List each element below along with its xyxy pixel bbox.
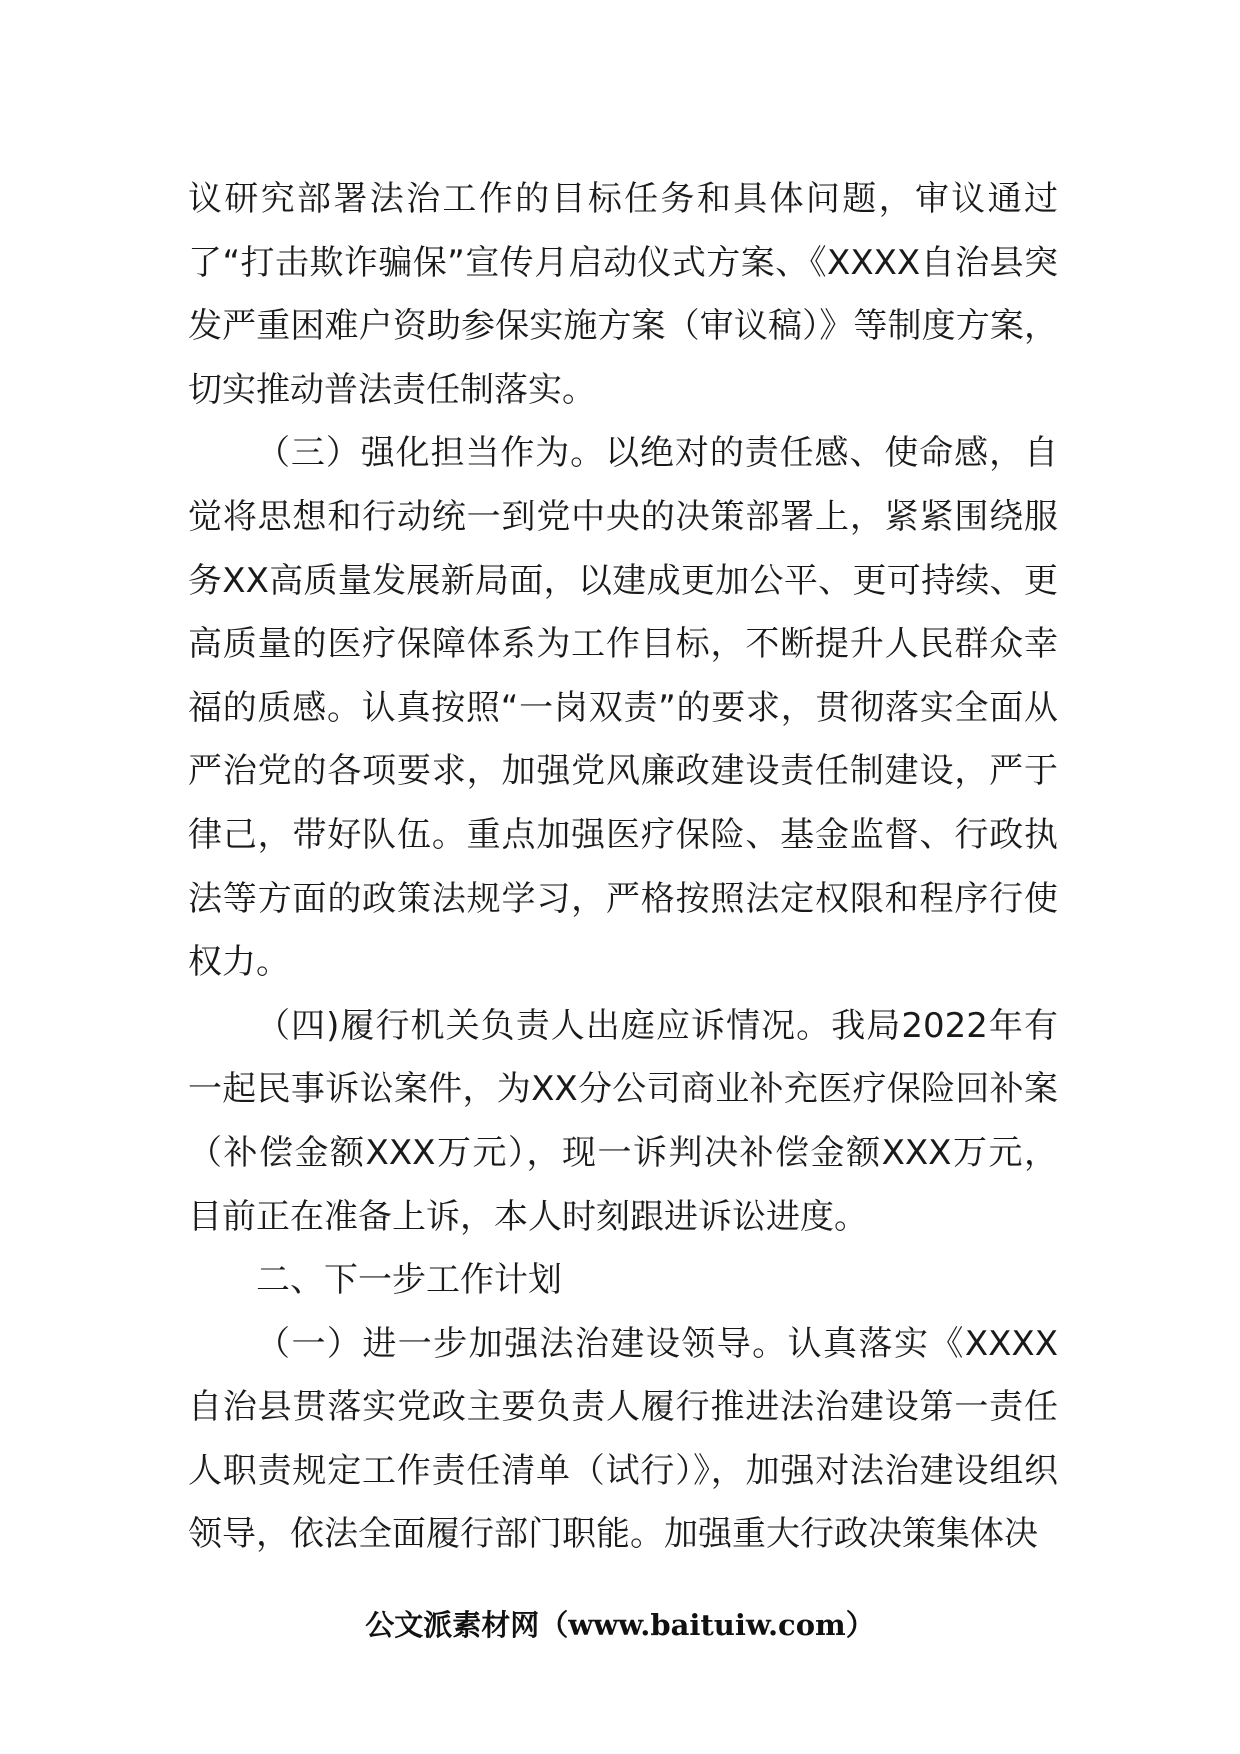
paragraph-section-3: （三）强化担当作为。以绝对的责任感、使命感，自觉将思想和行动统一到党中央的决策部署上，紧紧围绕服务XX高质量发展新局面，以建成更加公平、更可持续、更高质量的医疗保障体系为工作目标，不断提升人民群众幸福的质感。认真按照“一岗双责”的要求，贯彻落实全面从严治党的各项要求，加强党风廉政建设责任制建设，严于律己，带好队伍。重点加强医疗保险、基金监督、行政执法等方面的政策法规学习，严格按照法定权限和程序行使权力。 — [188, 433, 1058, 983]
heading-next-steps: 二、下一步工作计划 — [256, 1260, 562, 1301]
paragraph-plan-1: （一）进一步加强法治建设领导。认真落实《XXXX自治县贯落实党政主要负责人履行推进法治建设第一责任人职责规定工作责任清单（试行）》，加强对法治建设组织领导，依法全面履行部门职能。加强重大行政决策集体决 — [188, 1323, 1058, 1555]
paragraph-section-4: （四)履行机关负责人出庭应诉情况。我局2022年有一起民事诉讼案件，为XX分公司商业补充医疗保险回补案（补偿金额XXX万元），现一诉判决补偿金额XXX万元，目前正在准备上诉，本人时刻跟进诉讼进度。 — [188, 1005, 1058, 1237]
document-body — [188, 168, 1058, 1567]
footer-watermark: 公文派素材网（www.baituiw.com） — [365, 1608, 875, 1642]
paragraph-continuation: 议研究部署法治工作的目标任务和具体问题，审议通过了“打击欺诈骗保”宣传月启动仪式方案、《XXXX自治县突发严重困难户资助参保实施方案（审议稿）》等制度方案，切实推动普法责任制落实。 — [188, 179, 1058, 410]
